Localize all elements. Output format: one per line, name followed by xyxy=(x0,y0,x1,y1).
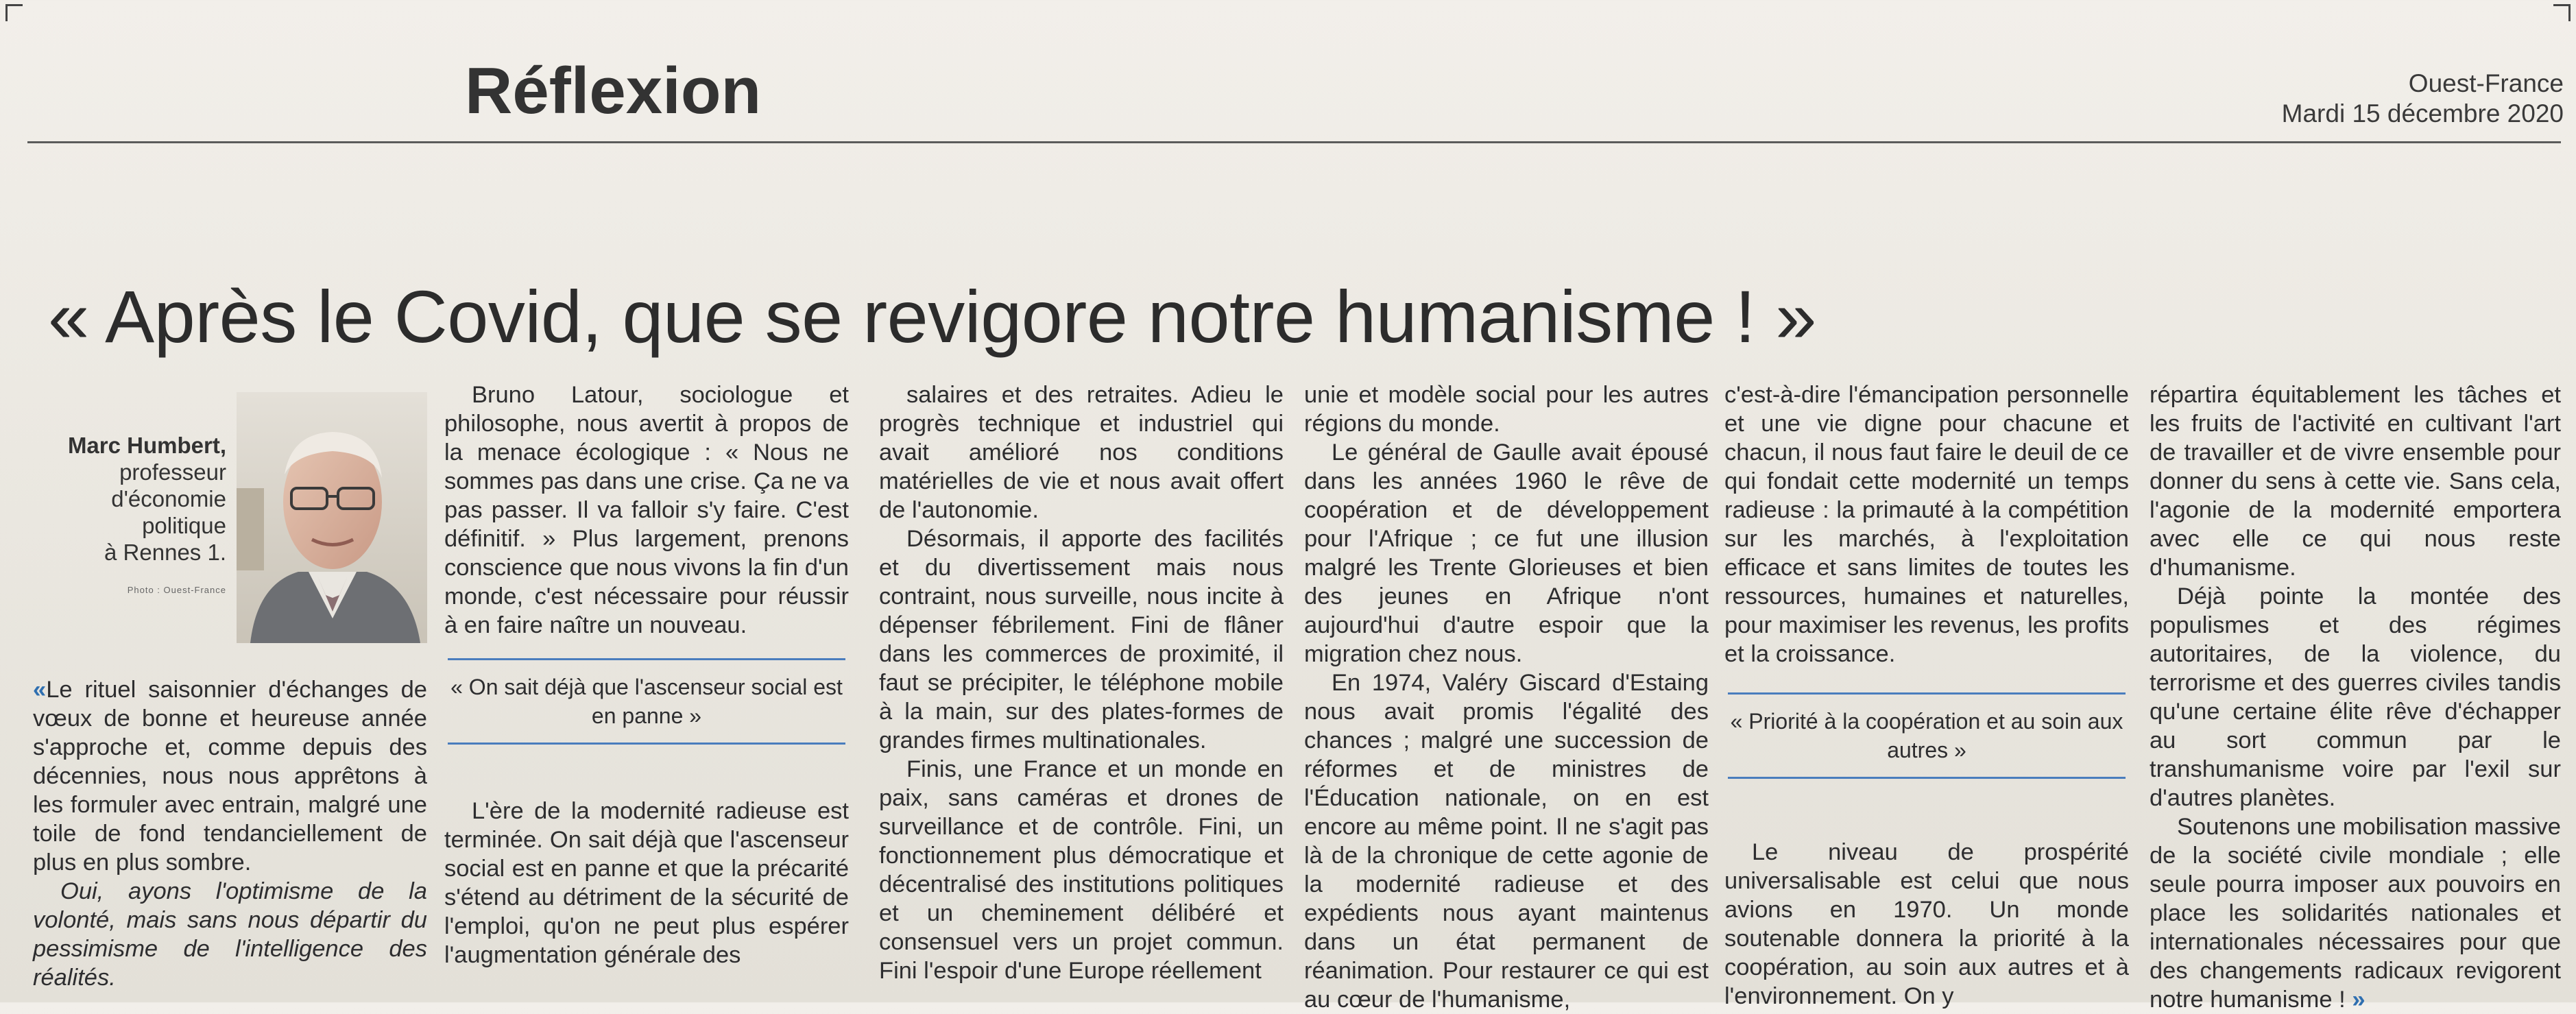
issue-date: Mardi 15 décembre 2020 xyxy=(2281,99,2564,128)
author-title-line-4: à Rennes 1. xyxy=(104,540,226,565)
author-title-line-2: d'économie xyxy=(111,486,226,511)
closing-paragraph: Soutenons une mobilisation massive de la société civile mondiale ; elle seule pourra imposer aux pouvoirs en place les solidarités nationales et internationales nécessaires pour que des changements radicaux revigorent notre humanisme ! » xyxy=(2150,814,2561,1013)
header-rule xyxy=(27,141,2561,143)
article-column-3 xyxy=(879,381,1284,985)
page-header xyxy=(0,0,2576,147)
pull-quote-rule-top xyxy=(448,658,845,660)
author-photo xyxy=(237,392,427,643)
pull-quote-rule-bottom xyxy=(448,743,845,745)
pull-quote-text: « On sait déjà que l'ascenseur social est en panne » xyxy=(450,675,843,728)
article-column-4 xyxy=(1304,381,1709,1014)
paragraph: Le général de Gaulle avait épousé dans les années 1960 le rêve de coopération et de développement pour l'Afrique ; ce fut une illusion malgré les Trente Glorieuses et bien des jeunes en Afrique n'ont aujourd'hui d'autre espoir que la migration chez nous. xyxy=(1304,439,1709,667)
pull-quote-2 xyxy=(1724,692,2129,779)
paragraph: répartira équitablement les tâches et les fruits de l'activité en cultivant l'art de travailler et de vivre ensemble pour donner du sens à cette vie. Sans cela, l'agonie de la modernité emportera avec elle ce qui nous reste d'humanisme. xyxy=(2150,382,2561,581)
paragraph: c'est-à-dire l'émancipation personnelle et une vie digne pour chacune et chacun, il nous faut faire le deuil de ce qui fondait cette modernité un temps radieuse : la primauté à la compétition sur les marchés, à l'exploitation efficace et sans limites de toutes les ressources, humaines et naturelles, pour maximiser les revenus, les profits et la croissance. xyxy=(1724,382,2129,667)
article-column-5-continued xyxy=(1724,838,2129,1011)
article-headline: « Après le Covid, que se revigore notre humanisme ! » xyxy=(48,275,1816,358)
paragraph: unie et modèle social pour les autres régions du monde. xyxy=(1304,382,1709,437)
article-column-2 xyxy=(444,381,849,640)
paragraph: Le niveau de prospérité universalisable est celui que nous avions en 1970. Un monde soutenable donnera la priorité à la coopération, au soin aux autres et à l'environnement. On y xyxy=(1724,839,2129,1009)
paragraph: Déjà pointe la montée des populismes et des régimes autoritaires, de la violence, du terrorisme et des guerres civiles tandis qu'une certaine élite rêve d'échapper au sort commun par le transhumanisme voire par l'exil sur d'autres planètes. xyxy=(2150,583,2561,811)
lead-paragraph: «Le rituel saisonnier d'échanges de vœux de bonne et heureuse année s'approche et, comme depuis des décennies, nous nous apprêtons à les formuler avec entrain, malgré une toile de fond tendanciellement de plus en plus sombre. xyxy=(33,677,427,876)
pull-quote-text: « Priorité à la coopération et au soin aux autres » xyxy=(1730,709,2123,762)
article-column-2-continued xyxy=(444,797,849,969)
pull-quote-rule-bottom xyxy=(1728,777,2126,779)
close-quote-glyph: » xyxy=(2352,987,2366,1013)
paragraph: En 1974, Valéry Giscard d'Estaing nous avait promis l'égalité des chances ; malgré une succession de réformes et de ministres de l'Éducation nationale, on en est encore au même point. Il ne s'agit pas là de la chronique de cette agonie de la modernité radieuse et des expédients nous ayant maintenus dans un état permanent de réanimation. Pour restaurer ce qui est au cœur de l'humanisme, xyxy=(1304,670,1709,1013)
paragraph: Bruno Latour, sociologue et philosophe, nous avertit à propos de la menace écologique : « Nous ne sommes pas dans une crise. Ça ne va pas passer. Il va falloir s'y faire. C'est définitif. » Plus largement, prenons conscience que nous vivons la fin d'un monde, c'est nécessaire pour réussir à en faire naître un nouveau. xyxy=(444,382,849,638)
author-title-line-3: politique xyxy=(142,513,226,538)
paragraph: Finis, une France et un monde en paix, sans caméras et drones de surveillance et de contrôle. Fini, un fonctionnement plus démocratique et décentralisé des institutions politiques et un cheminement délibéré et consensuel vers un projet commun. Fini l'espoir d'une Europe réellement xyxy=(879,756,1284,984)
photo-credit: Photo : Ouest-France xyxy=(127,585,226,595)
article-column-6 xyxy=(2150,381,2561,1014)
paragraph: Désormais, il apporte des facilités et du divertissement mais nous contraint, nous surveille, nous incite à dépenser fébrilement. Fini de flâner dans les commerces de proximité, il faut se précipiter, le téléphone mobile à la main, sur des plates-formes de grandes firmes multinationales. xyxy=(879,526,1284,753)
author-title-line-1: professeur xyxy=(119,459,226,485)
article-column-1 xyxy=(33,675,427,992)
open-quote-glyph: « xyxy=(33,677,47,703)
pull-quote-rule-top xyxy=(1728,692,2126,695)
article-column-5 xyxy=(1724,381,2129,668)
paper-name: Ouest-France xyxy=(2408,69,2564,97)
paragraph: Oui, ayons l'optimisme de la volonté, mais sans nous départir du pessimisme de l'intelligence des réalités. xyxy=(33,878,427,991)
author-name: Marc Humbert, xyxy=(67,433,226,458)
paragraph: L'ère de la modernité radieuse est terminée. On sait déjà que l'ascenseur social est en panne et que la précarité s'étend au détriment de la sécurité de l'emploi, qu'on ne peut plus espérer l'augmentation générale des xyxy=(444,798,849,968)
author-block xyxy=(41,432,226,566)
paper-info xyxy=(2282,69,2564,129)
section-title: Réflexion xyxy=(465,54,762,128)
portrait-illustration xyxy=(237,392,427,643)
pull-quote-1 xyxy=(444,658,849,745)
paragraph: salaires et des retraites. Adieu le progrès technique et industriel qui avait amélioré nos conditions matérielles de vie et nous avait offert de l'autonomie. xyxy=(879,382,1284,523)
